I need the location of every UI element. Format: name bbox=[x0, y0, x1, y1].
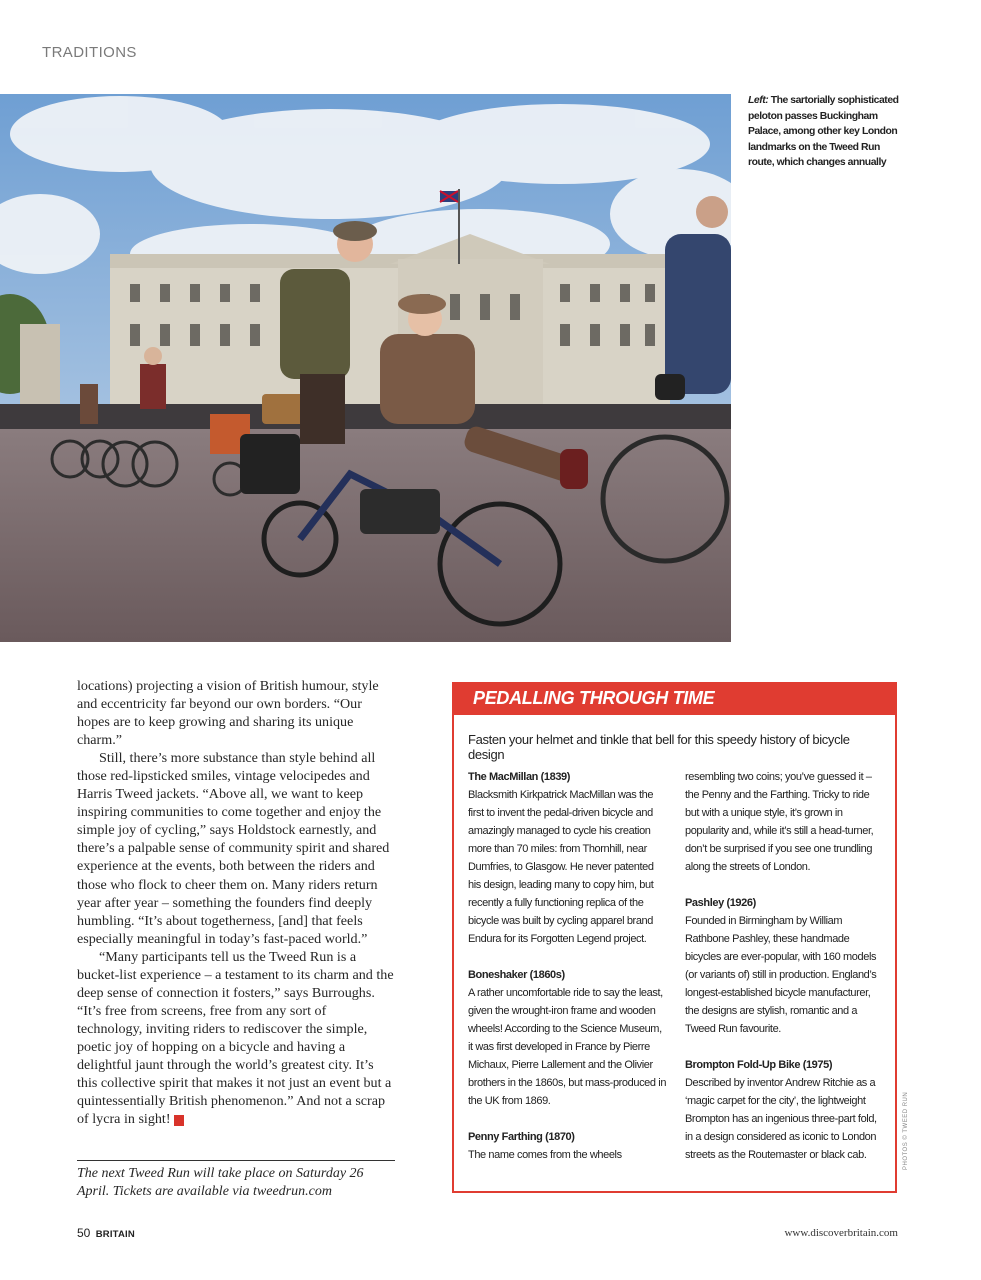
timeline-entry bbox=[468, 768, 668, 948]
timeline-left-column bbox=[468, 768, 668, 1182]
timeline-intro: Fasten your helmet and tinkle that bell for this speedy history of bicycle design bbox=[468, 732, 850, 762]
section-label: TRADITIONS bbox=[42, 44, 137, 61]
website-url[interactable]: www.discoverbritain.com bbox=[784, 1227, 898, 1239]
photo-caption bbox=[748, 93, 908, 171]
page-number: 50 bbox=[77, 1226, 91, 1240]
entry-text: Blacksmith Kirkpatrick MacMillan was the first to invent the pedal-driven bicycle and amazingly managed to cycle his creation more than 70 miles: from Thornhill, near Dumfries, to Glasgow. He never patented his design, leading many to copy him, but recently a fully functioning replica of the bicycle was built by cycling apparel brand Endura for its Forgotten Legend project. bbox=[468, 789, 654, 945]
timeline-entry bbox=[468, 966, 668, 1110]
entry-text: The name comes from the wheels bbox=[468, 1149, 622, 1161]
article-paragraph-text: “Many participants tell us the Tweed Run is a bucket-list experience – a testament to its charm and the deep sense of connection it fosters,” says Burroughs. “It’s free from screens, free from any sort of technology, inviting riders to rediscover the simple, poetic joy of hopping on a bicycle and having a delightful jaunt through the world’s greatest city. It’s this collective spirit that makes it not just an event but a quintessentially British phenomenon.” And not a scrap of lycra in sight! bbox=[77, 948, 394, 1128]
timeline-entry bbox=[468, 1128, 668, 1164]
entry-text: Described by inventor Andrew Ritchie as a ‘magic carpet for the city’, the lightweight Brompton has an ingenious three-part fold, in a design considered as iconic to London streets as the Routemaster or black cab. bbox=[685, 1077, 877, 1161]
photo-credit: PHOTOS © TWEED RUN bbox=[903, 1091, 909, 1170]
entry-title: The MacMillan (1839) bbox=[468, 771, 571, 783]
entry-text: resembling two coins; you’ve guessed it – the Penny and the Farthing. Tricky to ride but with a unique style, it’s grown in popularity and, while it’s still a head-turner, don’t be surprised if you see one trundling along the streets of London. bbox=[685, 771, 874, 873]
timeline-box bbox=[452, 682, 897, 1193]
photo-illustration bbox=[0, 94, 731, 642]
article-body bbox=[77, 677, 395, 1128]
caption-lead: Left: bbox=[748, 95, 769, 106]
entry-text: A rather uncomfortable ride to say the least, given the wrought-iron frame and wooden wheels! According to the Science Museum, it was first developed in France by Pierre Michaux, Pierre Lallement and the Olivier brothers in the 1860s, but mass-produced in the UK from 1869. bbox=[468, 987, 667, 1107]
timeline-entry bbox=[685, 768, 885, 876]
caption-text: The sartorially sophisticated peloton passes Buckingham Palace, among other key London landmarks on the Tweed Run route, which changes annually bbox=[748, 95, 899, 168]
timeline-entry bbox=[685, 894, 885, 1038]
entry-title: Boneshaker (1860s) bbox=[468, 969, 565, 981]
page-folio bbox=[77, 1226, 135, 1240]
timeline-entry bbox=[685, 1056, 885, 1164]
timeline-header bbox=[454, 684, 895, 715]
article-end-mark: B bbox=[174, 1115, 184, 1126]
footnote-divider bbox=[77, 1160, 395, 1161]
article-paragraph bbox=[77, 948, 395, 1128]
entry-title: Pashley (1926) bbox=[685, 897, 756, 909]
timeline-right-column bbox=[685, 768, 885, 1182]
entry-title: Penny Farthing (1870) bbox=[468, 1131, 575, 1143]
entry-title: Brompton Fold-Up Bike (1975) bbox=[685, 1059, 833, 1071]
timeline-title: PEDALLING THROUGH TIME bbox=[473, 688, 715, 708]
article-paragraph: Still, there’s more substance than style behind all those red-lipsticked smiles, vintage velocipedes and Harris Tweed jackets. “Above all, we want to keep inspiring communities to come together and enjoy the simple joy of cycling,” says Holdstock earnestly, and there’s a palpable sense of community spirit and shared experience at the events, both between the riders and those who flock to cheer them on. Many riders return year after year – something the founders find deeply humbling. “It’s about togetherness, [and] that feels especially meaningful in today’s fast-paced world.” bbox=[77, 750, 390, 947]
event-footnote: The next Tweed Run will take place on Saturday 26 April. Tickets are available via tweedrun.com bbox=[77, 1166, 364, 1199]
magazine-brand: BRITAIN bbox=[95, 1229, 135, 1240]
entry-text: Founded in Birmingham by William Rathbone Pashley, these handmade bicycles are ever-popular, with 160 models (or variants of) still in production. England’s longest-established bicycle manufacturer, the designs are stylish, romantic and a Tweed Run favourite. bbox=[685, 915, 877, 1035]
tweed-run-photo bbox=[0, 94, 731, 642]
article-paragraph: locations) projecting a vision of British humour, style and eccentricity far beyond our own borders. “Our hopes are to keep growing and sharing its unique charm.” bbox=[77, 678, 379, 749]
